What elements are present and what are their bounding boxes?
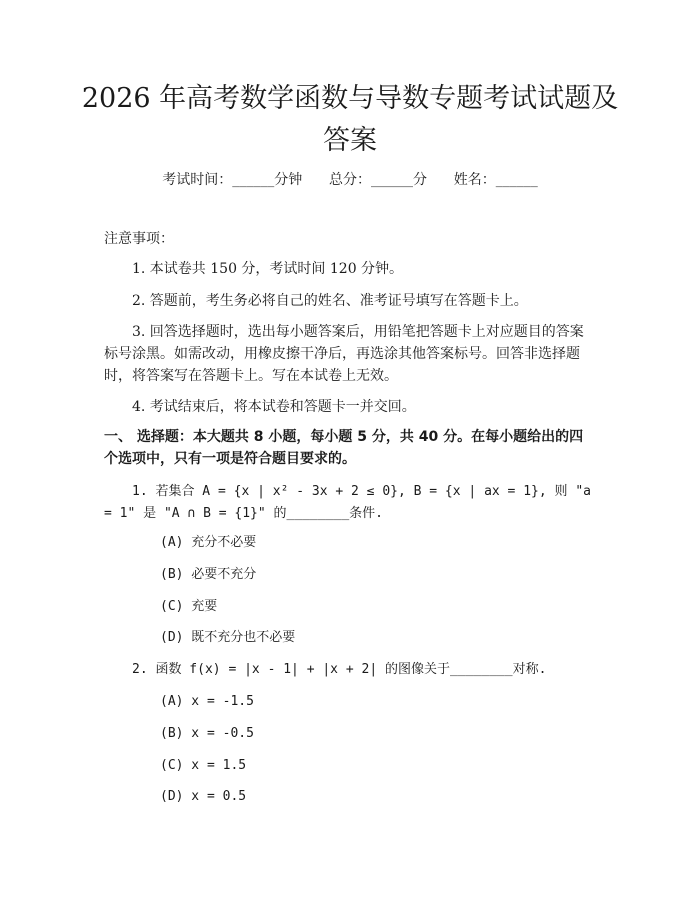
question-stem: 2. 函数 f(x) = |x - 1| + |x + 2| 的图像关于________对称. xyxy=(132,662,547,677)
exam-meta-line: 考试时间：______分钟 总分：______分 姓名：______ xyxy=(162,172,538,188)
question-option: (A) x = -1.5 xyxy=(160,694,254,709)
note-item: 4. 考试结束后，将本试卷和答题卡一并交回。 xyxy=(132,399,416,415)
question-option: (C) 充要 xyxy=(160,599,218,614)
note-item: 3. 回答选择题时，选出每小题答案后，用铅笔把答题卡上对应题目的答案标号涂黑。如需改动，用橡皮擦干净后，再选涂其他答案标号。回答非选择题时，将答案写在答题卡上。写在本试卷上无效。 xyxy=(104,324,584,384)
question-stem: 1. 若集合 A = {x | x² - 3x + 2 ≤ 0}, B = {x | ax = 1}, 则 "a = 1" 是 "A ∩ B = {1}" 的________条件. xyxy=(104,484,591,521)
notes-heading: 注意事项： xyxy=(104,231,174,247)
question-option: (D) x = 0.5 xyxy=(160,789,247,804)
question-option: (A) 充分不必要 xyxy=(160,535,257,550)
note-item: 2. 答题前，考生务必将自己的姓名、准考证号填写在答题卡上。 xyxy=(132,293,528,309)
question-option: (C) x = 1.5 xyxy=(160,758,247,773)
question-option: (D) 既不充分也不必要 xyxy=(160,630,296,645)
note-item: 1. 本试卷共 150 分，考试时间 120 分钟。 xyxy=(132,261,404,277)
section-heading: 一、 选择题：本大题共 8 小题，每小题 5 分，共 40 分。在每小题给出的四个选项中，只有一项是符合题目要求的。 xyxy=(104,429,584,467)
question-option: (B) x = -0.5 xyxy=(160,726,254,741)
question-option: (B) 必要不充分 xyxy=(160,567,257,582)
exam-title: 2026 年高考数学函数与导数专题考试试题及答案 xyxy=(81,83,619,156)
